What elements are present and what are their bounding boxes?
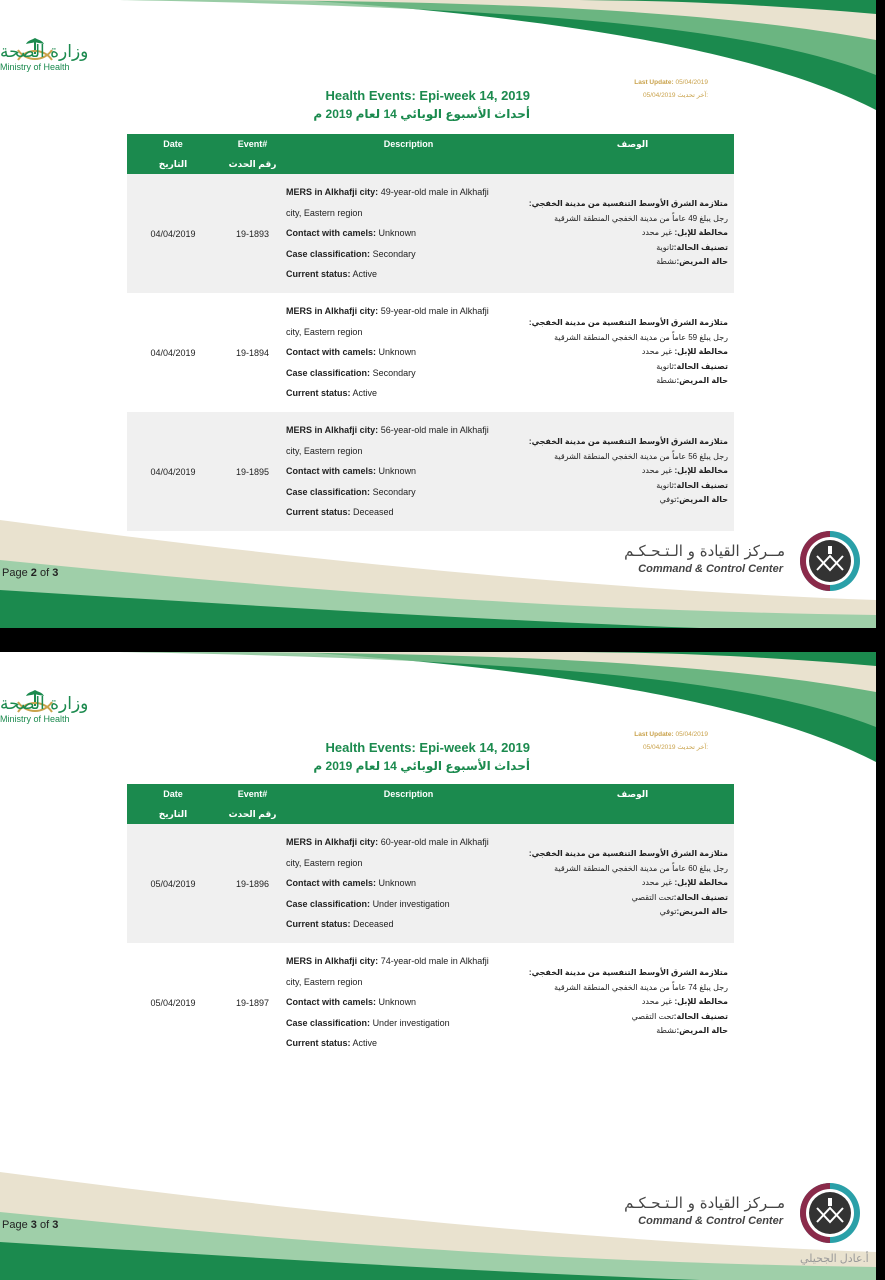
col-date-ar: التاريخ [127,154,219,174]
row-description: MERS in Alkhafji city: 49-year-old male in Alkhafji city, Eastern region Contact with camels: Unknown Case classification: Secondary Current status: Active [286,174,531,293]
ccc-logo-icon [799,530,861,592]
col-date: Date [127,784,219,804]
ministry-name-en: Ministry of Health [0,714,70,724]
col-date: Date [127,134,219,154]
document-page-3 [0,652,876,1280]
row-description: MERS in Alkhafji city: 74-year-old male in Alkhafji city, Eastern region Contact with camels: Unknown Case classification: Under investigation Current status: Active [286,956,489,1049]
col-event: Event# [219,784,286,804]
col-description-ar: الوصف [531,784,734,804]
row-event: 19-1893 [219,174,286,293]
row-event: 19-1894 [235,347,270,358]
ccc-name-en: Command & Control Center [638,563,783,575]
col-date-ar: التاريخ [127,804,219,824]
last-update: Last Update: 05/04/2019 05/04/2019 آخر تحديث: [634,79,708,99]
col-description: Description [286,784,531,804]
page-title-ar: أحداث الأسبوع الوبائي 14 لعام 2019 م [313,759,530,773]
row-description: MERS in Alkhafji city: 59-year-old male in Alkhafji city, Eastern region Contact with camels: Unknown Case classification: Secondary Current status: Active [286,306,489,399]
col-description-ar: الوصف [531,134,734,154]
row-description-ar: متلازمة الشرق الأوسط التنفسية من مدينة الخفجي: رجل يبلغ 60 عاماً من مدينة الخفجي المنطقة الشرقية مخالطة للإبل: غير محدد تصنيف الحالة:تحت التقصي حالة المريض:توفي [531,824,734,943]
row-date: 04/04/2019 [127,174,219,293]
table-row [127,943,734,1062]
col-event-ar: رقم الحدث [219,804,286,824]
row-description-ar: متلازمة الشرق الأوسط التنفسية من مدينة الخفجي: رجل يبلغ 74 عاماً من مدينة الخفجي المنطقة الشرقية مخالطة للإبل: غير محدد تصنيف الحالة:تحت التقصي حالة المريض:نشطة [528,968,728,1036]
ccc-name-ar: مــركز القيادة و الـتـحـكـم [624,542,785,560]
table-row [127,293,734,412]
events-table [127,784,734,1062]
row-description: MERS in Alkhafji city: 56-year-old male in Alkhafji city, Eastern region Contact with camels: Unknown Case classification: Secondary Current status: Deceased [286,412,531,531]
table-row [127,824,734,943]
events-table [127,134,734,531]
row-date: 05/04/2019 [150,997,196,1008]
row-date: 04/04/2019 [127,412,219,531]
row-event: 19-1896 [219,824,286,943]
row-event: 19-1897 [235,997,270,1008]
ministry-name-ar: وزارة الصحة [0,42,89,62]
page-title-ar: أحداث الأسبوع الوبائي 14 لعام 2019 م [313,107,530,121]
row-description-ar: متلازمة الشرق الأوسط التنفسية من مدينة الخفجي: رجل يبلغ 59 عاماً من مدينة الخفجي المنطقة الشرقية مخالطة للإبل: غير محدد تصنيف الحالة:ثانوية حالة المريض:نشطة [528,318,728,386]
ccc-logo-icon [799,1182,861,1244]
ccc-name-en: Command & Control Center [638,1215,783,1227]
col-event-ar: رقم الحدث [219,154,286,174]
last-update: Last Update: 05/04/2019 05/04/2019 آخر تحديث: [634,731,708,751]
page-title: Health Events: Epi-week 14, 2019 [325,740,530,755]
row-event: 19-1895 [219,412,286,531]
row-date: 05/04/2019 [127,824,219,943]
col-description: Description [286,134,531,154]
col-event: Event# [219,134,286,154]
document-page-2 [0,0,876,628]
row-date: 04/04/2019 [150,347,196,358]
table-row [127,412,734,531]
ccc-name-ar: مــركز القيادة و الـتـحـكـم [624,1194,785,1212]
page-number: Page 3 of 3 [2,1219,59,1231]
row-description-ar: متلازمة الشرق الأوسط التنفسية من مدينة الخفجي: رجل يبلغ 49 عاماً من مدينة الخفجي المنطقة الشرقية مخالطة للإبل: غير محدد تصنيف الحالة:ثانوية حالة المريض:نشطة [531,174,734,293]
ministry-name-en: Ministry of Health [0,62,70,72]
ministry-name-ar: وزارة الصحة [0,694,89,714]
table-row [127,174,734,293]
page-title: Health Events: Epi-week 14, 2019 [325,88,530,103]
page-number: Page 2 of 3 [2,567,59,579]
row-description: MERS in Alkhafji city: 60-year-old male in Alkhafji city, Eastern region Contact with camels: Unknown Case classification: Under investigation Current status: Deceased [286,824,531,943]
watermark: أ.عادل الجحيلي [800,1253,869,1265]
row-description-ar: متلازمة الشرق الأوسط التنفسية من مدينة الخفجي: رجل يبلغ 56 عاماً من مدينة الخفجي المنطقة الشرقية مخالطة للإبل: غير محدد تصنيف الحالة:ثانوية حالة المريض:توفي [531,412,734,531]
